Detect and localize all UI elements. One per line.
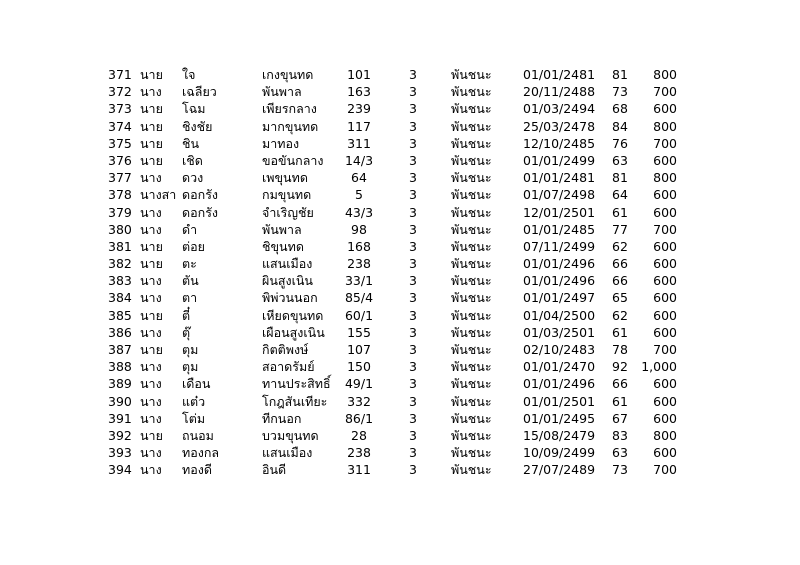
title-cell: นาย xyxy=(140,101,163,117)
type-cell: พันชนะ xyxy=(451,238,492,254)
amount-cell: 600 xyxy=(653,152,677,168)
row-number: 375 xyxy=(108,135,132,151)
age-cell: 84 xyxy=(612,118,628,134)
house-number-cell: 64 xyxy=(351,170,367,186)
title-cell: นาย xyxy=(140,135,163,151)
last-name-cell: เกงขุนทด xyxy=(262,67,314,82)
last-name-cell: พิพ่วนนอก xyxy=(262,290,318,306)
house-number-cell: 85/4 xyxy=(344,290,374,306)
row-number: 380 xyxy=(108,221,132,237)
house-number-cell: 5 xyxy=(355,187,363,203)
last-name-cell: แสนเมือง xyxy=(262,256,313,272)
village-number-cell: 3 xyxy=(409,427,417,443)
amount-cell: 600 xyxy=(653,101,677,117)
type-cell: พันชนะ xyxy=(451,324,492,340)
first-name-cell: เดือน xyxy=(182,376,211,392)
first-name-cell: ตา xyxy=(182,290,198,306)
age-cell: 83 xyxy=(612,427,628,443)
title-cell: นาง xyxy=(140,204,162,220)
title-cell: นาย xyxy=(140,238,163,254)
type-cell: พันชนะ xyxy=(451,290,492,306)
birth-date-cell: 01/01/2501 xyxy=(523,393,596,409)
title-cell: นาง xyxy=(140,324,162,340)
last-name-cell: เพขุนทด xyxy=(262,170,308,186)
village-number-cell: 3 xyxy=(409,170,417,186)
age-cell: 66 xyxy=(612,376,628,392)
village-number-cell: 3 xyxy=(409,410,417,426)
amount-cell: 600 xyxy=(653,376,677,392)
title-cell: นาย xyxy=(140,256,163,272)
birth-date-cell: 01/07/2498 xyxy=(523,187,596,203)
last-name-cell: ขอขันกลาง xyxy=(262,152,324,168)
row-number: 391 xyxy=(108,410,132,426)
table-row xyxy=(0,118,800,135)
village-number-cell: 3 xyxy=(409,307,417,323)
birth-date-cell: 25/03/2478 xyxy=(523,118,596,134)
first-name-cell: ชิน xyxy=(182,135,200,151)
table-row xyxy=(0,83,800,100)
village-number-cell: 3 xyxy=(409,462,417,478)
row-number: 384 xyxy=(108,290,132,306)
first-name-cell: ดวง xyxy=(182,170,204,186)
village-number-cell: 3 xyxy=(409,256,417,272)
age-cell: 73 xyxy=(612,84,628,100)
last-name-cell: สอาดรัมย์ xyxy=(262,359,315,375)
last-name-cell: พันพาล xyxy=(262,221,302,237)
first-name-cell: แต๋ว xyxy=(182,393,206,409)
type-cell: พันชนะ xyxy=(451,256,492,272)
row-number: 388 xyxy=(108,359,132,375)
first-name-cell: ชิงชัย xyxy=(182,118,213,134)
row-number: 376 xyxy=(108,152,132,168)
row-number: 371 xyxy=(108,67,132,82)
title-cell: นาง xyxy=(140,445,162,461)
type-cell: พันชนะ xyxy=(451,342,492,357)
amount-cell: 700 xyxy=(653,135,677,151)
amount-cell: 600 xyxy=(653,307,677,323)
table-row xyxy=(0,358,800,375)
village-number-cell: 3 xyxy=(409,324,417,340)
age-cell: 78 xyxy=(612,342,628,357)
first-name-cell: โต่ม xyxy=(182,410,206,426)
first-name-cell: เฉลียว xyxy=(182,84,217,100)
table-row xyxy=(0,393,800,410)
table-row xyxy=(0,444,800,461)
row-number: 394 xyxy=(108,462,132,478)
age-cell: 66 xyxy=(612,256,628,272)
amount-cell: 600 xyxy=(653,273,677,289)
title-cell: นาง xyxy=(140,462,162,478)
house-number-cell: 332 xyxy=(347,393,371,409)
house-number-cell: 60/1 xyxy=(344,307,374,323)
last-name-cell: มาทอง xyxy=(262,135,300,151)
age-cell: 66 xyxy=(612,273,628,289)
amount-cell: 1,000 xyxy=(641,359,677,375)
age-cell: 61 xyxy=(612,393,628,409)
age-cell: 73 xyxy=(612,462,628,478)
birth-date-cell: 01/01/2495 xyxy=(523,410,596,426)
title-cell: นาง xyxy=(140,221,162,237)
birth-date-cell: 01/04/2500 xyxy=(523,307,596,323)
type-cell: พันชนะ xyxy=(451,307,492,323)
age-cell: 62 xyxy=(612,238,628,254)
title-cell: นาย xyxy=(140,118,163,134)
table-row xyxy=(0,66,800,83)
amount-cell: 600 xyxy=(653,290,677,306)
age-cell: 68 xyxy=(612,101,628,117)
row-number: 390 xyxy=(108,393,132,409)
age-cell: 61 xyxy=(612,204,628,220)
type-cell: พันชนะ xyxy=(451,359,492,375)
age-cell: 77 xyxy=(612,221,628,237)
birth-date-cell: 02/10/2483 xyxy=(523,342,596,357)
village-number-cell: 3 xyxy=(409,135,417,151)
birth-date-cell: 01/01/2470 xyxy=(523,359,596,375)
amount-cell: 600 xyxy=(653,187,677,203)
birth-date-cell: 07/11/2499 xyxy=(523,238,596,254)
table-row xyxy=(0,427,800,444)
amount-cell: 600 xyxy=(653,204,677,220)
row-number: 392 xyxy=(108,427,132,443)
house-number-cell: 238 xyxy=(347,256,371,272)
type-cell: พันชนะ xyxy=(451,101,492,117)
house-number-cell: 155 xyxy=(347,324,371,340)
title-cell: นาง xyxy=(140,273,162,289)
age-cell: 63 xyxy=(612,445,628,461)
first-name-cell: ทองดี xyxy=(182,462,212,478)
first-name-cell: ตุม xyxy=(182,342,199,357)
birth-date-cell: 01/03/2501 xyxy=(523,324,596,340)
village-number-cell: 3 xyxy=(409,238,417,254)
record-table xyxy=(0,66,800,479)
age-cell: 62 xyxy=(612,307,628,323)
table-row xyxy=(0,100,800,117)
type-cell: พันชนะ xyxy=(451,204,492,220)
type-cell: พันชนะ xyxy=(451,393,492,409)
village-number-cell: 3 xyxy=(409,393,417,409)
last-name-cell: มากขุนทด xyxy=(262,118,319,134)
amount-cell: 600 xyxy=(653,324,677,340)
last-name-cell: ผินสูงเนิน xyxy=(262,273,313,289)
birth-date-cell: 01/01/2481 xyxy=(523,170,596,186)
type-cell: พันชนะ xyxy=(451,376,492,392)
house-number-cell: 168 xyxy=(347,238,371,254)
last-name-cell: ชิขุนทด xyxy=(262,238,304,254)
age-cell: 61 xyxy=(612,324,628,340)
row-number: 379 xyxy=(108,204,132,220)
type-cell: พันชนะ xyxy=(451,462,492,478)
house-number-cell: 101 xyxy=(347,67,371,82)
type-cell: พันชนะ xyxy=(451,187,492,203)
amount-cell: 600 xyxy=(653,410,677,426)
row-number: 377 xyxy=(108,170,132,186)
age-cell: 65 xyxy=(612,290,628,306)
table-row xyxy=(0,272,800,289)
table-row xyxy=(0,341,800,358)
amount-cell: 600 xyxy=(653,445,677,461)
type-cell: พันชนะ xyxy=(451,84,492,100)
table-row xyxy=(0,375,800,392)
title-cell: นาง xyxy=(140,170,162,186)
first-name-cell: ตี๋ xyxy=(182,307,191,323)
type-cell: พันชนะ xyxy=(451,118,492,134)
first-name-cell: ตัน xyxy=(182,273,199,289)
first-name-cell: ดอกรัง xyxy=(182,187,219,203)
last-name-cell: เผือนสูงเนิน xyxy=(262,324,325,340)
first-name-cell: ตะ xyxy=(182,256,197,272)
last-name-cell: เพียรกลาง xyxy=(262,101,317,117)
last-name-cell: โกฎสันเทียะ xyxy=(262,393,328,409)
title-cell: นาง xyxy=(140,359,162,375)
row-number: 386 xyxy=(108,324,132,340)
village-number-cell: 3 xyxy=(409,204,417,220)
last-name-cell: จำเริญชัย xyxy=(262,204,314,220)
house-number-cell: 107 xyxy=(347,342,371,357)
birth-date-cell: 12/01/2501 xyxy=(523,204,596,220)
amount-cell: 700 xyxy=(653,84,677,100)
age-cell: 81 xyxy=(612,170,628,186)
row-number: 383 xyxy=(108,273,132,289)
age-cell: 63 xyxy=(612,152,628,168)
table-row xyxy=(0,307,800,324)
age-cell: 81 xyxy=(612,67,628,82)
type-cell: พันชนะ xyxy=(451,67,492,82)
type-cell: พันชนะ xyxy=(451,273,492,289)
first-name-cell: โฉม xyxy=(182,101,206,117)
last-name-cell: แสนเมือง xyxy=(262,445,313,461)
village-number-cell: 3 xyxy=(409,101,417,117)
last-name-cell: พันพาล xyxy=(262,84,302,100)
birth-date-cell: 10/09/2499 xyxy=(523,445,596,461)
amount-cell: 600 xyxy=(653,393,677,409)
first-name-cell: ดำ xyxy=(182,221,198,237)
birth-date-cell: 01/01/2496 xyxy=(523,376,596,392)
age-cell: 92 xyxy=(612,359,628,375)
village-number-cell: 3 xyxy=(409,376,417,392)
birth-date-cell: 20/11/2488 xyxy=(523,84,596,100)
row-number: 372 xyxy=(108,84,132,100)
first-name-cell: ตุ๊ xyxy=(182,324,191,340)
row-number: 385 xyxy=(108,307,132,323)
birth-date-cell: 27/07/2489 xyxy=(523,462,596,478)
house-number-cell: 239 xyxy=(347,101,371,117)
village-number-cell: 3 xyxy=(409,290,417,306)
row-number: 374 xyxy=(108,118,132,134)
birth-date-cell: 01/01/2499 xyxy=(523,152,596,168)
title-cell: นาง xyxy=(140,393,162,409)
title-cell: นาย xyxy=(140,67,163,82)
birth-date-cell: 01/01/2497 xyxy=(523,290,596,306)
title-cell: นาง xyxy=(140,376,162,392)
title-cell: นางสา xyxy=(140,187,177,203)
last-name-cell: อินดี xyxy=(262,462,287,478)
village-number-cell: 3 xyxy=(409,445,417,461)
table-row xyxy=(0,324,800,341)
last-name-cell: ทานประสิทธิ์ xyxy=(262,376,331,392)
table-row xyxy=(0,238,800,255)
village-number-cell: 3 xyxy=(409,84,417,100)
amount-cell: 700 xyxy=(653,342,677,357)
age-cell: 64 xyxy=(612,187,628,203)
table-row xyxy=(0,186,800,203)
table-row xyxy=(0,204,800,221)
type-cell: พันชนะ xyxy=(451,152,492,168)
village-number-cell: 3 xyxy=(409,118,417,134)
amount-cell: 800 xyxy=(653,170,677,186)
row-number: 382 xyxy=(108,256,132,272)
last-name-cell: บวมขุนทด xyxy=(262,427,319,443)
row-number: 393 xyxy=(108,445,132,461)
amount-cell: 700 xyxy=(653,221,677,237)
birth-date-cell: 01/03/2494 xyxy=(523,101,596,117)
age-cell: 67 xyxy=(612,410,628,426)
title-cell: นาย xyxy=(140,427,163,443)
village-number-cell: 3 xyxy=(409,359,417,375)
first-name-cell: เชิด xyxy=(182,152,203,168)
first-name-cell: ต่อย xyxy=(182,238,205,254)
house-number-cell: 163 xyxy=(347,84,371,100)
table-row xyxy=(0,221,800,238)
type-cell: พันชนะ xyxy=(451,410,492,426)
title-cell: นาย xyxy=(140,342,163,357)
row-number: 378 xyxy=(108,187,132,203)
table-row xyxy=(0,169,800,186)
birth-date-cell: 01/01/2496 xyxy=(523,273,596,289)
title-cell: นาย xyxy=(140,307,163,323)
title-cell: นาง xyxy=(140,84,162,100)
table-row xyxy=(0,255,800,272)
title-cell: นาย xyxy=(140,152,163,168)
house-number-cell: 311 xyxy=(347,135,371,151)
type-cell: พันชนะ xyxy=(451,445,492,461)
last-name-cell: กมขุนทด xyxy=(262,187,312,203)
village-number-cell: 3 xyxy=(409,187,417,203)
amount-cell: 600 xyxy=(653,238,677,254)
last-name-cell: เหียดขุนทด xyxy=(262,307,324,323)
birth-date-cell: 01/01/2496 xyxy=(523,256,596,272)
row-number: 387 xyxy=(108,342,132,357)
village-number-cell: 3 xyxy=(409,273,417,289)
first-name-cell: ใจ xyxy=(182,67,196,82)
house-number-cell: 238 xyxy=(347,445,371,461)
house-number-cell: 86/1 xyxy=(344,410,374,426)
age-cell: 76 xyxy=(612,135,628,151)
amount-cell: 600 xyxy=(653,256,677,272)
row-number: 373 xyxy=(108,101,132,117)
type-cell: พันชนะ xyxy=(451,221,492,237)
type-cell: พันชนะ xyxy=(451,135,492,151)
table-row xyxy=(0,152,800,169)
table-row xyxy=(0,410,800,427)
house-number-cell: 43/3 xyxy=(344,204,374,220)
village-number-cell: 3 xyxy=(409,342,417,357)
title-cell: นาง xyxy=(140,410,162,426)
table-row xyxy=(0,289,800,306)
first-name-cell: ทองกล xyxy=(182,445,220,461)
house-number-cell: 150 xyxy=(347,359,371,375)
title-cell: นาง xyxy=(140,290,162,306)
row-number: 389 xyxy=(108,376,132,392)
house-number-cell: 33/1 xyxy=(344,273,374,289)
type-cell: พันชนะ xyxy=(451,170,492,186)
house-number-cell: 14/3 xyxy=(344,152,374,168)
birth-date-cell: 01/01/2485 xyxy=(523,221,596,237)
house-number-cell: 117 xyxy=(347,118,371,134)
birth-date-cell: 15/08/2479 xyxy=(523,427,596,443)
table-row xyxy=(0,135,800,152)
first-name-cell: ถนอม xyxy=(182,427,214,443)
birth-date-cell: 01/01/2481 xyxy=(523,67,596,82)
amount-cell: 800 xyxy=(653,118,677,134)
first-name-cell: ตุม xyxy=(182,359,199,375)
table-row xyxy=(0,461,800,478)
amount-cell: 800 xyxy=(653,67,677,82)
row-number: 381 xyxy=(108,238,132,254)
last-name-cell: กิตติพงษ์ xyxy=(262,342,309,357)
house-number-cell: 98 xyxy=(351,221,367,237)
birth-date-cell: 12/10/2485 xyxy=(523,135,596,151)
first-name-cell: ดอกรัง xyxy=(182,204,219,220)
village-number-cell: 3 xyxy=(409,221,417,237)
village-number-cell: 3 xyxy=(409,152,417,168)
village-number-cell: 3 xyxy=(409,67,417,82)
house-number-cell: 49/1 xyxy=(344,376,374,392)
house-number-cell: 311 xyxy=(347,462,371,478)
last-name-cell: ทีกนอก xyxy=(262,410,302,426)
amount-cell: 800 xyxy=(653,427,677,443)
house-number-cell: 28 xyxy=(351,427,367,443)
type-cell: พันชนะ xyxy=(451,427,492,443)
amount-cell: 700 xyxy=(653,462,677,478)
